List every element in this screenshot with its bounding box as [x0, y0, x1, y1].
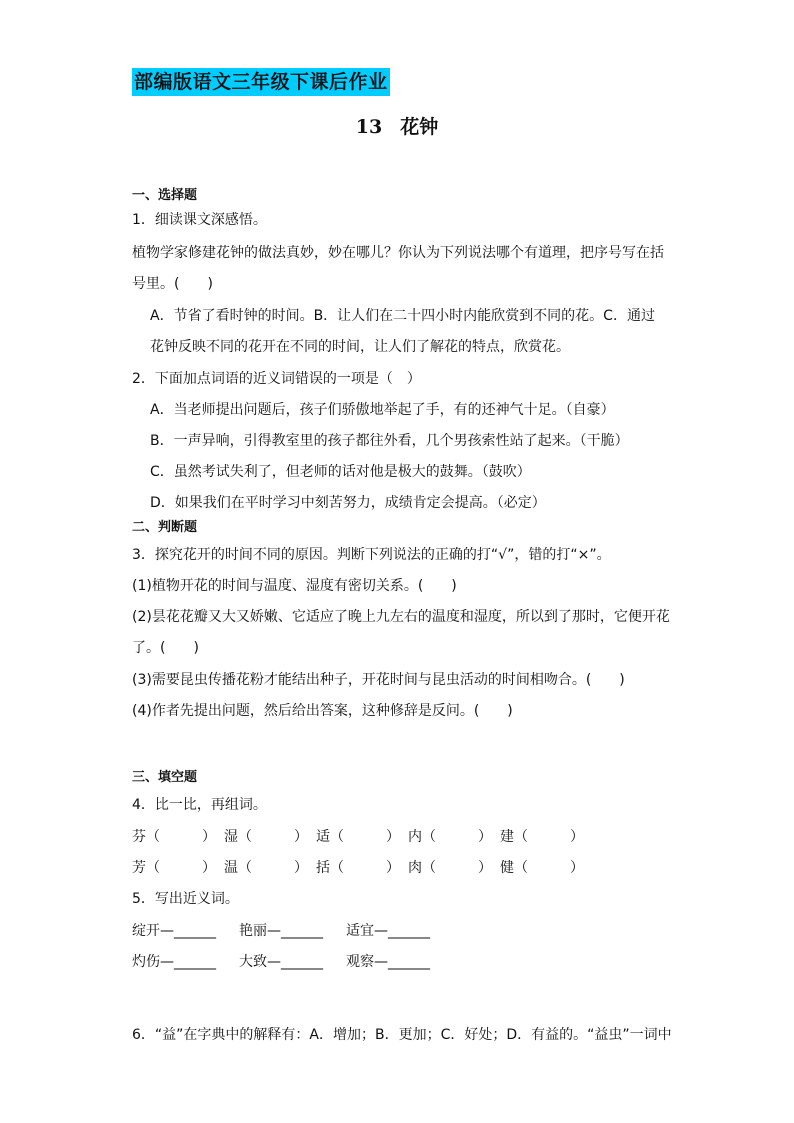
word-pair-item: 芳（ ）: [132, 860, 216, 876]
word-pair-item: 建（ ）: [500, 829, 584, 845]
section-heading-judge: 二、判断题: [132, 520, 198, 535]
question-6-stem: 6．“益”在字典中的解释有：A．增加；B．更加；C．好处；D．有益的。“益虫”一词中: [132, 1027, 672, 1043]
word-pair-item: 适（ ）: [316, 829, 400, 845]
synonym-item: 观察—______: [346, 954, 430, 970]
question-5-row-1: [132, 921, 430, 941]
synonym-item: 灼伤—______: [132, 954, 216, 970]
question-1-options-line1: A．节省了看时钟的时间。B．让人们在二十四小时内能欣赏到不同的花。C．通过: [150, 308, 655, 324]
question-2-option-a: A．当老师提出问题后，孩子们骄傲地举起了手，有的还神气十足。（自豪）: [150, 402, 615, 418]
question-4-row-2: [132, 858, 584, 878]
synonym-item: 绽开—______: [132, 923, 216, 939]
question-3-item-2-line1: (2)昙花花瓣又大又娇嫩、它适应了晚上九左右的温度和湿度，所以到了那时，它便开花: [132, 609, 670, 625]
question-3-item-3: (3)需要昆虫传播花粉才能结出种子，开花时间与昆虫活动的时间相吻合。( ): [132, 672, 625, 688]
question-5-stem: 5．写出近义词。: [132, 891, 239, 907]
section-heading-fill: 三、填空题: [132, 770, 198, 785]
question-2-option-b: B．一声异响，引得教室里的孩子都往外看，几个男孩索性站了起来。（干脆）: [150, 433, 629, 449]
word-pair-item: 温（ ）: [224, 860, 308, 876]
word-pair-item: 内（ ）: [408, 829, 492, 845]
word-pair-item: 健（ ）: [500, 860, 584, 876]
synonym-item: 大致—______: [239, 954, 323, 970]
question-1-text-line2: 号里。( ): [132, 276, 213, 292]
question-1-options-line2: 花钟反映不同的花开在不同的时间，让人们了解花的特点，欣赏花。: [150, 339, 570, 355]
series-banner: 部编版语文三年级下课后作业: [132, 68, 390, 96]
question-3-item-2-line2: 了。( ): [132, 640, 199, 656]
question-2-stem: 2．下面加点词语的近义词错误的一项是（ ）: [132, 371, 421, 387]
synonym-item: 艳丽—______: [239, 923, 323, 939]
question-4-row-1: [132, 827, 584, 847]
question-5-row-2: [132, 952, 430, 972]
section-heading-choice: 一、选择题: [132, 188, 198, 203]
synonym-item: 适宜—______: [346, 923, 430, 939]
question-3-stem: 3．探究花开的时间不同的原因。判断下列说法的正确的打“√”，错的打“×”。: [132, 547, 611, 563]
question-1-text-line1: 植物学家修建花钟的做法真妙，妙在哪儿？你认为下列说法哪个有道理，把序号写在括: [132, 245, 664, 261]
lesson-name: 花钟: [400, 116, 439, 138]
question-2-option-d: D．如果我们在平时学习中刻苦努力，成绩肯定会提高。（必定）: [150, 495, 546, 511]
word-pair-item: 芬（ ）: [132, 829, 216, 845]
lesson-title: [0, 112, 794, 139]
question-1-stem: 1．细读课文深感悟。: [132, 212, 267, 228]
lesson-number: 13: [355, 116, 383, 138]
question-2-option-c: C．虽然考试失利了，但老师的话对他是极大的鼓舞。（鼓吹）: [150, 464, 531, 480]
word-pair-item: 湿（ ）: [224, 829, 308, 845]
question-4-stem: 4．比一比，再组词。: [132, 797, 267, 813]
word-pair-item: 肉（ ）: [408, 860, 492, 876]
word-pair-item: 括（ ）: [316, 860, 400, 876]
question-3-item-1: (1)植物开花的时间与温度、湿度有密切关系。( ): [132, 578, 457, 594]
question-3-item-4: (4)作者先提出问题，然后给出答案，这种修辞是反问。( ): [132, 703, 513, 719]
